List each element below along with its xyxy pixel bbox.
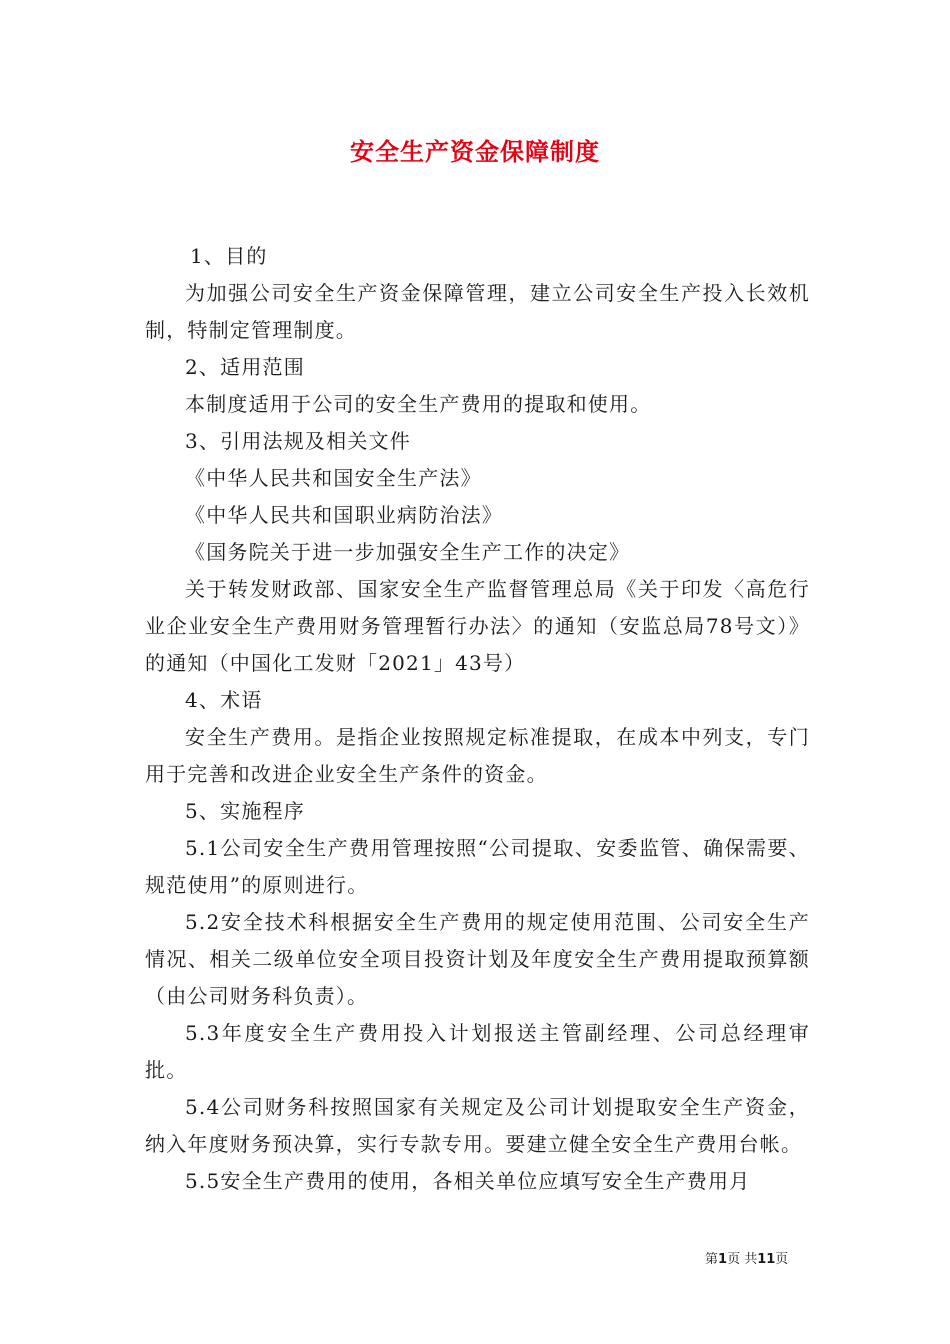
reference-item: 《国务院关于进一步加强安全生产工作的决定》	[185, 540, 631, 564]
paragraph: 5.3年度安全生产费用投入计划报送主管副经理、公司总经理审批。	[145, 1021, 810, 1082]
page-footer	[705, 1248, 788, 1267]
section-heading-procedure: 5、实施程序	[185, 799, 305, 823]
footer-total-pages: 11	[757, 1252, 776, 1267]
section-heading-scope: 2、适用范围	[185, 355, 305, 379]
section-heading-terms: 4、术语	[185, 688, 263, 712]
reference-item: 《中华人民共和国职业病防治法》	[185, 503, 503, 527]
section-heading-purpose: 1、目的	[190, 244, 268, 268]
document-title: 安全生产资金保障制度	[350, 137, 600, 166]
paragraph: 为加强公司安全生产资金保障管理，建立公司安全生产投入长效机制，特制定管理制度。	[145, 281, 810, 342]
reference-item: 关于转发财政部、国家安全生产监督管理总局《关于印发〈高危行业企业安全生产费用财务管理暂行办法〉的通知（安监总局78号文）》的通知（中国化工发财「2021」43号）	[145, 577, 810, 675]
paragraph: 本制度适用于公司的安全生产费用的提取和使用。	[185, 392, 652, 416]
paragraph: 5.4公司财务科按照国家有关规定及公司计划提取安全生产资金，纳入年度财务预决算，实行专款专用。要建立健全安全生产费用台帐。	[145, 1095, 810, 1156]
paragraph: 安全生产费用。是指企业按照规定标准提取，在成本中列支，专门用于完善和改进企业安全生产条件的资金。	[145, 725, 810, 786]
paragraph: 5.5安全生产费用的使用，各相关单位应填写安全生产费用月	[185, 1169, 751, 1193]
paragraph: 5.1公司安全生产费用管理按照“公司提取、安委监管、确保需要、规范使用”的原则进行。	[145, 836, 810, 897]
footer-suffix: 页	[775, 1252, 789, 1267]
section-heading-references: 3、引用法规及相关文件	[185, 429, 411, 453]
document-body	[145, 238, 810, 1200]
footer-page-number: 1	[718, 1252, 728, 1267]
reference-item: 《中华人民共和国安全生产法》	[185, 466, 482, 490]
paragraph: 5.2安全技术科根据安全生产费用的规定使用范围、公司安全生产情况、相关二级单位安全项目投资计划及年度安全生产费用提取预算额（由公司财务科负责）。	[145, 910, 810, 1008]
footer-prefix: 第	[705, 1252, 719, 1267]
footer-middle: 页 共	[727, 1252, 758, 1267]
